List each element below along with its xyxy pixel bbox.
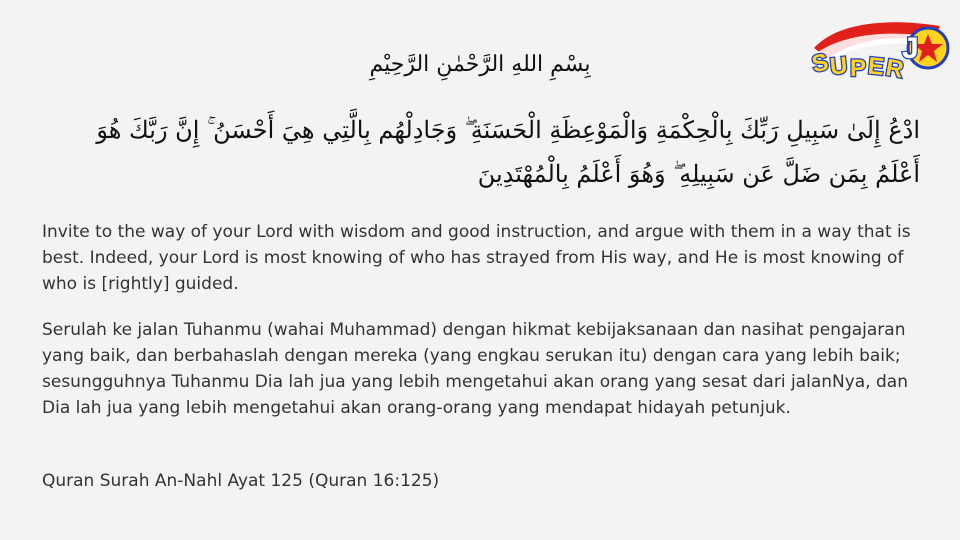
svg-text:P: P — [850, 55, 867, 82]
svg-text:J: J — [902, 32, 919, 65]
bismillah-heading: بِسْمِ اللهِ الرَّحْمٰنِ الرَّحِيْمِ — [369, 52, 591, 77]
svg-text:R: R — [883, 54, 906, 84]
svg-text:S: S — [809, 48, 831, 79]
translation-english: Invite to the way of your Lord with wisdom and good instruction, and argue with them in a way that is best. Indeed, your Lord is most knowing of who has strayed from His way, and He is most knowing of who is [rightly] guided. — [42, 222, 911, 294]
svg-text:U: U — [828, 52, 849, 81]
svg-text:E: E — [866, 52, 886, 81]
translation-malay: Serulah ke jalan Tuhanmu (wahai Muhammad) dengan hikmat kebijaksanaan dan nasihat pengajaran yang baik, dan berbahaslah dengan mereka (yang engkau serukan itu) dengan cara yang lebih baik; sesungguhnya Tuhanmu Dia lah jua yang lebih mengetahui akan orang yang sesat dari jalanNya, dan Dia lah jua yang lebih mengetahui akan orang-orang yang mendapat hidayah petunjuk. — [42, 320, 908, 418]
verse-reference: Quran Surah An-Nahl Ayat 125 (Quran 16:125) — [42, 471, 440, 491]
ayah-arabic-text: ادْعُ إِلَىٰ سَبِيلِ رَبِّكَ بِالْحِكْمَةِ وَالْمَوْعِظَةِ الْحَسَنَةِ ۖ وَجَادِلْهُم بِالَّتِي هِيَ أَحْسَنُ ۚ إِنَّ رَبَّكَ هُوَ أَعْلَمُ بِمَن ضَلَّ عَن سَبِيلِهِ ۖ وَهُوَ أَعْلَمُ بِالْمُهْتَدِينَ — [96, 116, 920, 188]
